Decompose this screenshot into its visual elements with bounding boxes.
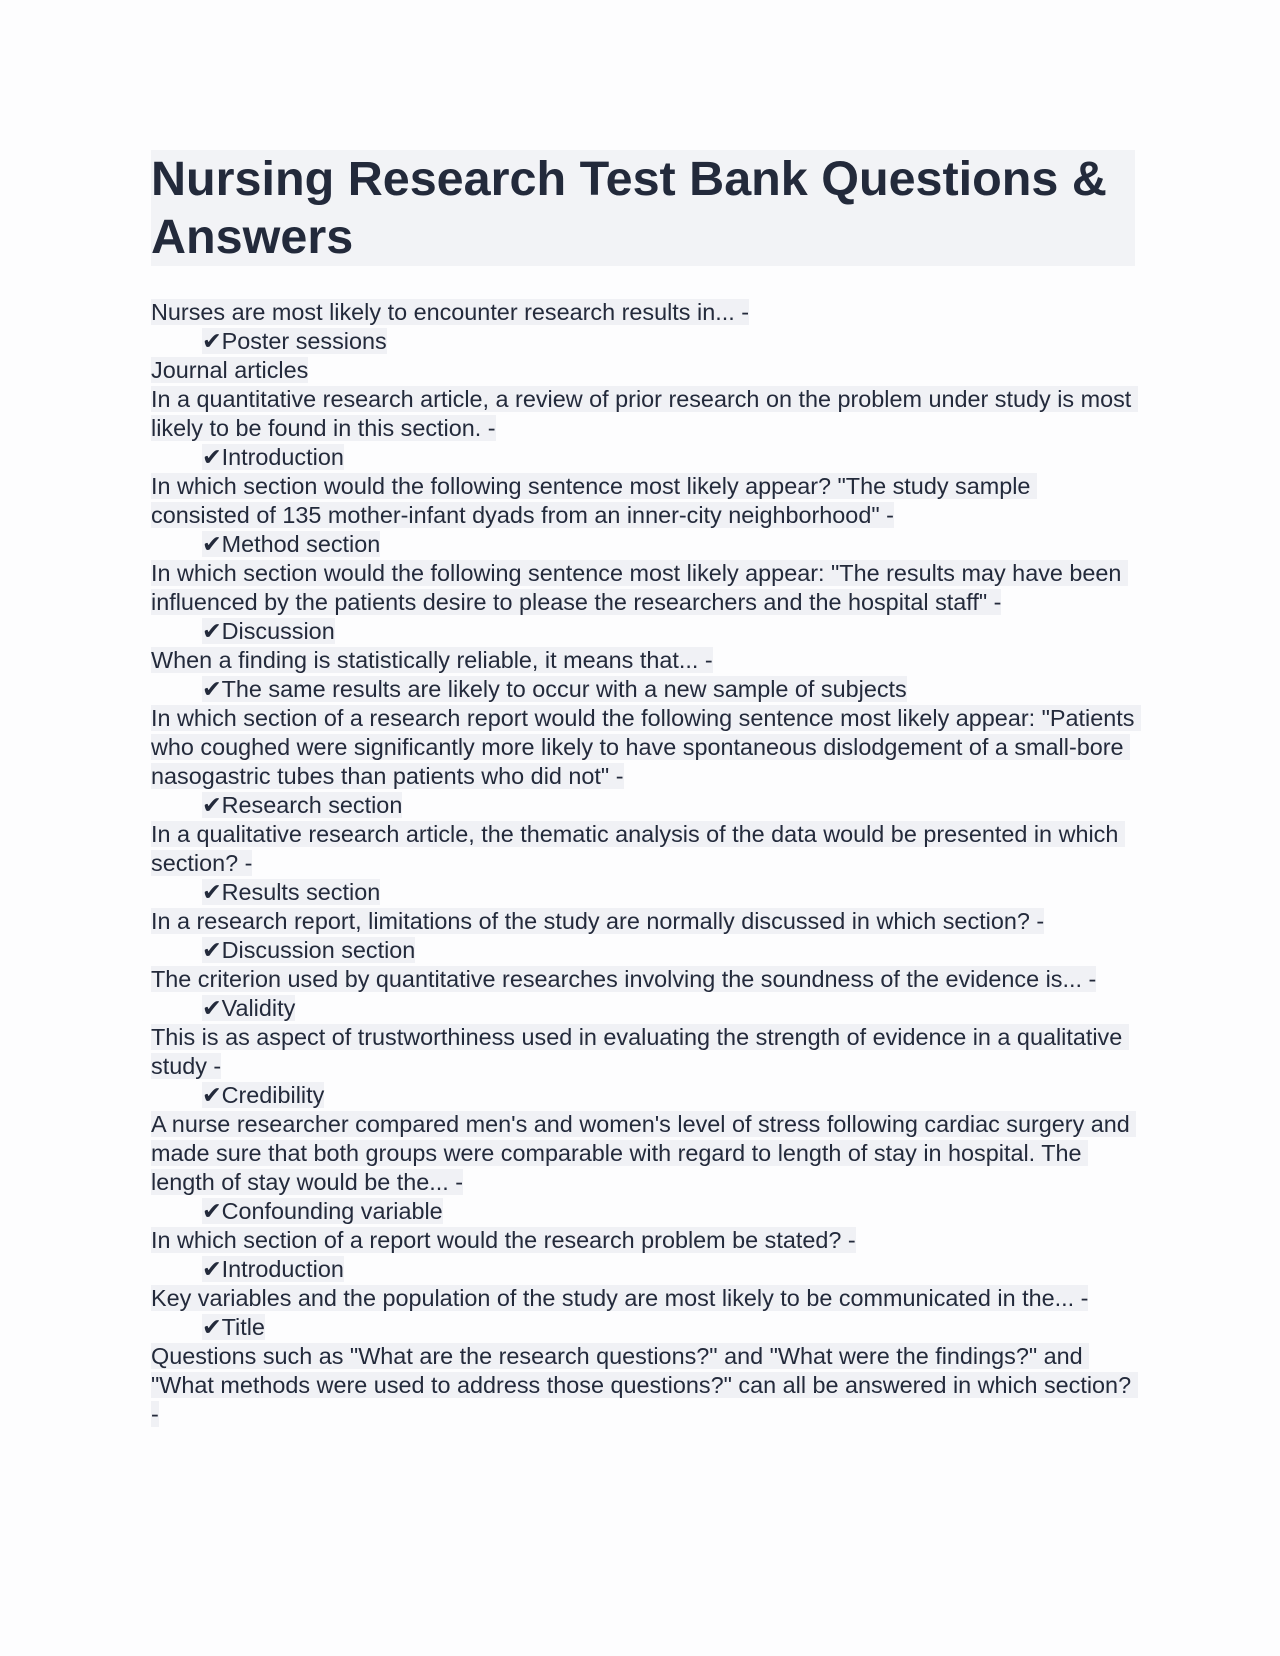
question-4 (151, 559, 1135, 617)
answer-2 (151, 443, 1135, 472)
question-text: In which section would the following sentence most likely appear: "The results may have been influenced by the patients desire to please the researchers and the hospital staff" - (151, 560, 1128, 615)
question-text: This is as aspect of trustworthiness used in evaluating the strength of evidence in a qualitative study - (151, 1024, 1129, 1079)
question-text: In a qualitative research article, the thematic analysis of the data would be presented in which section? - (151, 821, 1125, 876)
question-text: In a quantitative research article, a review of prior research on the problem under study is most likely to be found in this section. - (151, 386, 1138, 441)
checkmark-icon: ✔ (202, 792, 222, 818)
answer-1 (151, 327, 1135, 356)
answer-5 (151, 675, 1135, 704)
question-3 (151, 472, 1135, 530)
answer-7 (151, 878, 1135, 907)
answer-text: Method section (221, 531, 381, 557)
checkmark-icon: ✔ (202, 676, 222, 702)
answer-text: Discussion (221, 618, 335, 644)
answer-extra-text: Journal articles (151, 357, 309, 383)
answer-10 (151, 1081, 1135, 1110)
answer-12 (151, 1255, 1135, 1284)
question-text: A nurse researcher compared men's and women's level of stress following cardiac surgery and made sure that both groups were comparable with regard to length of stay in hospital. The length of stay would be the... - (151, 1111, 1137, 1195)
question-13 (151, 1284, 1135, 1313)
checkmark-icon: ✔ (202, 328, 222, 354)
question-8 (151, 907, 1135, 936)
question-text: In which section would the following sentence most likely appear? "The study sample consisted of 135 mother-infant dyads from an inner-city neighborhood" - (151, 473, 1037, 528)
question-5 (151, 646, 1135, 675)
answer-text: Credibility (221, 1082, 325, 1108)
question-text: In a research report, limitations of the study are normally discussed in which section? - (151, 908, 1045, 934)
checkmark-icon: ✔ (202, 1198, 222, 1224)
question-9 (151, 965, 1135, 994)
question-2 (151, 385, 1138, 443)
answer-4 (151, 617, 1135, 646)
question-text: When a finding is statistically reliable, it means that... - (151, 647, 713, 673)
checkmark-icon: ✔ (202, 1256, 222, 1282)
answer-text: Results section (221, 879, 381, 905)
question-1 (151, 298, 1135, 327)
checkmark-icon: ✔ (202, 531, 222, 557)
question-text: Nurses are most likely to encounter research results in... - (151, 299, 749, 325)
document-page (151, 150, 1141, 1429)
question-14 (151, 1342, 1138, 1429)
answer-text: Title (221, 1314, 265, 1340)
answer-9 (151, 994, 1135, 1023)
question-7 (151, 820, 1135, 878)
answer-1-extra (151, 356, 1135, 385)
question-text: In which section of a report would the research problem be stated? - (151, 1227, 856, 1253)
question-text: In which section of a research report would the following sentence most likely appear: "Patients who coughed were significantly more likely to have spontaneous dislodgement of a small-bore nasogastric tubes than patients who did not" - (151, 705, 1141, 789)
checkmark-icon: ✔ (202, 1314, 222, 1340)
checkmark-icon: ✔ (202, 618, 222, 644)
checkmark-icon: ✔ (202, 879, 222, 905)
question-6 (151, 704, 1141, 791)
answer-text: The same results are likely to occur with a new sample of subjects (221, 676, 907, 702)
question-11 (151, 1110, 1135, 1197)
question-text: Key variables and the population of the study are most likely to be communicated in the... - (151, 1285, 1089, 1311)
answer-13 (151, 1313, 1135, 1342)
checkmark-icon: ✔ (202, 995, 222, 1021)
answer-text: Introduction (221, 444, 344, 470)
checkmark-icon: ✔ (202, 937, 222, 963)
page-title: Nursing Research Test Bank Questions & Answers (151, 150, 1135, 266)
question-text: The criterion used by quantitative researches involving the soundness of the evidence is... - (151, 966, 1097, 992)
answer-text: Confounding variable (221, 1198, 443, 1224)
checkmark-icon: ✔ (202, 1082, 222, 1108)
answer-text: Discussion section (221, 937, 416, 963)
answer-text: Poster sessions (221, 328, 387, 354)
answer-text: Validity (221, 995, 296, 1021)
answer-text: Research section (221, 792, 403, 818)
question-10 (151, 1023, 1135, 1081)
answer-text: Introduction (221, 1256, 344, 1282)
question-12 (151, 1226, 1135, 1255)
answer-3 (151, 530, 1135, 559)
question-text: Questions such as "What are the research questions?" and "What were the findings?" and "What methods were used to address those questions?" can all be answered in which section? - (151, 1343, 1138, 1427)
answer-8 (151, 936, 1135, 965)
checkmark-icon: ✔ (202, 444, 222, 470)
answer-6 (151, 791, 1135, 820)
qa-list (151, 298, 1141, 1429)
answer-11 (151, 1197, 1135, 1226)
